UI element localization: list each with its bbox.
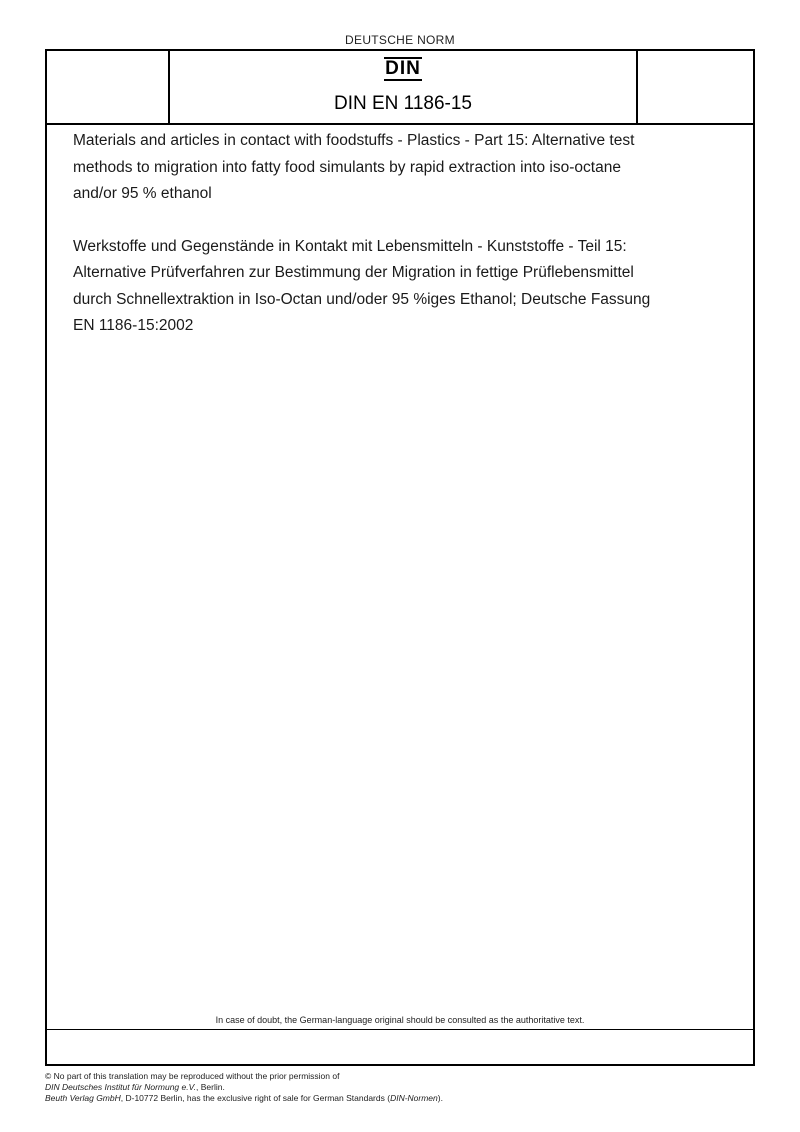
copyright-line-1: © No part of this translation may be reproduced without the prior permission of <box>45 1071 340 1081</box>
din-logo-text: DIN <box>385 58 421 79</box>
din-institute-name: DIN Deutsches Institut für Normung e.V. <box>45 1082 197 1092</box>
copyright-line-3: Beuth Verlag GmbH, D-10772 Berlin, has the exclusive right of sale for German Standards (DIN-Normen). <box>45 1093 443 1103</box>
german-title: Werkstoffe und Gegenstände in Kontakt mit Lebensmitteln - Kunststoffe - Teil 15: Alternative Prüfverfahren zur Bestimmung der Migration in fettige Prüflebensmittel durch Schnellextraktion in Iso-Octan und/oder 95 %iges Ethanol; Deutsche Fassung EN 1186-15:2002 <box>73 237 651 334</box>
title-cell-left <box>47 51 170 123</box>
english-title: Materials and articles in contact with foodstuffs - Plastics - Part 15: Alternative test methods to migration into fatty food simulants by rapid extraction into iso-octane and/or 95 % ethanol <box>73 132 635 202</box>
standard-number: DIN EN 1186-15 <box>334 93 472 114</box>
authority-note: In case of doubt, the German-language original should be consulted as the authoritative text. <box>215 1015 585 1025</box>
title-section <box>73 128 653 340</box>
copyright-line-2: DIN Deutsches Institut für Normung e.V., Berlin. <box>45 1082 225 1092</box>
copyright-notice <box>45 1071 755 1104</box>
title-block <box>47 51 753 125</box>
document-type-label: DEUTSCHE NORM <box>345 33 455 47</box>
title-cell-center <box>170 51 636 123</box>
beuth-verlag-name: Beuth Verlag GmbH <box>45 1093 121 1103</box>
din-logo <box>170 57 636 81</box>
footer-divider <box>47 1029 753 1030</box>
title-cell-right <box>636 51 753 123</box>
